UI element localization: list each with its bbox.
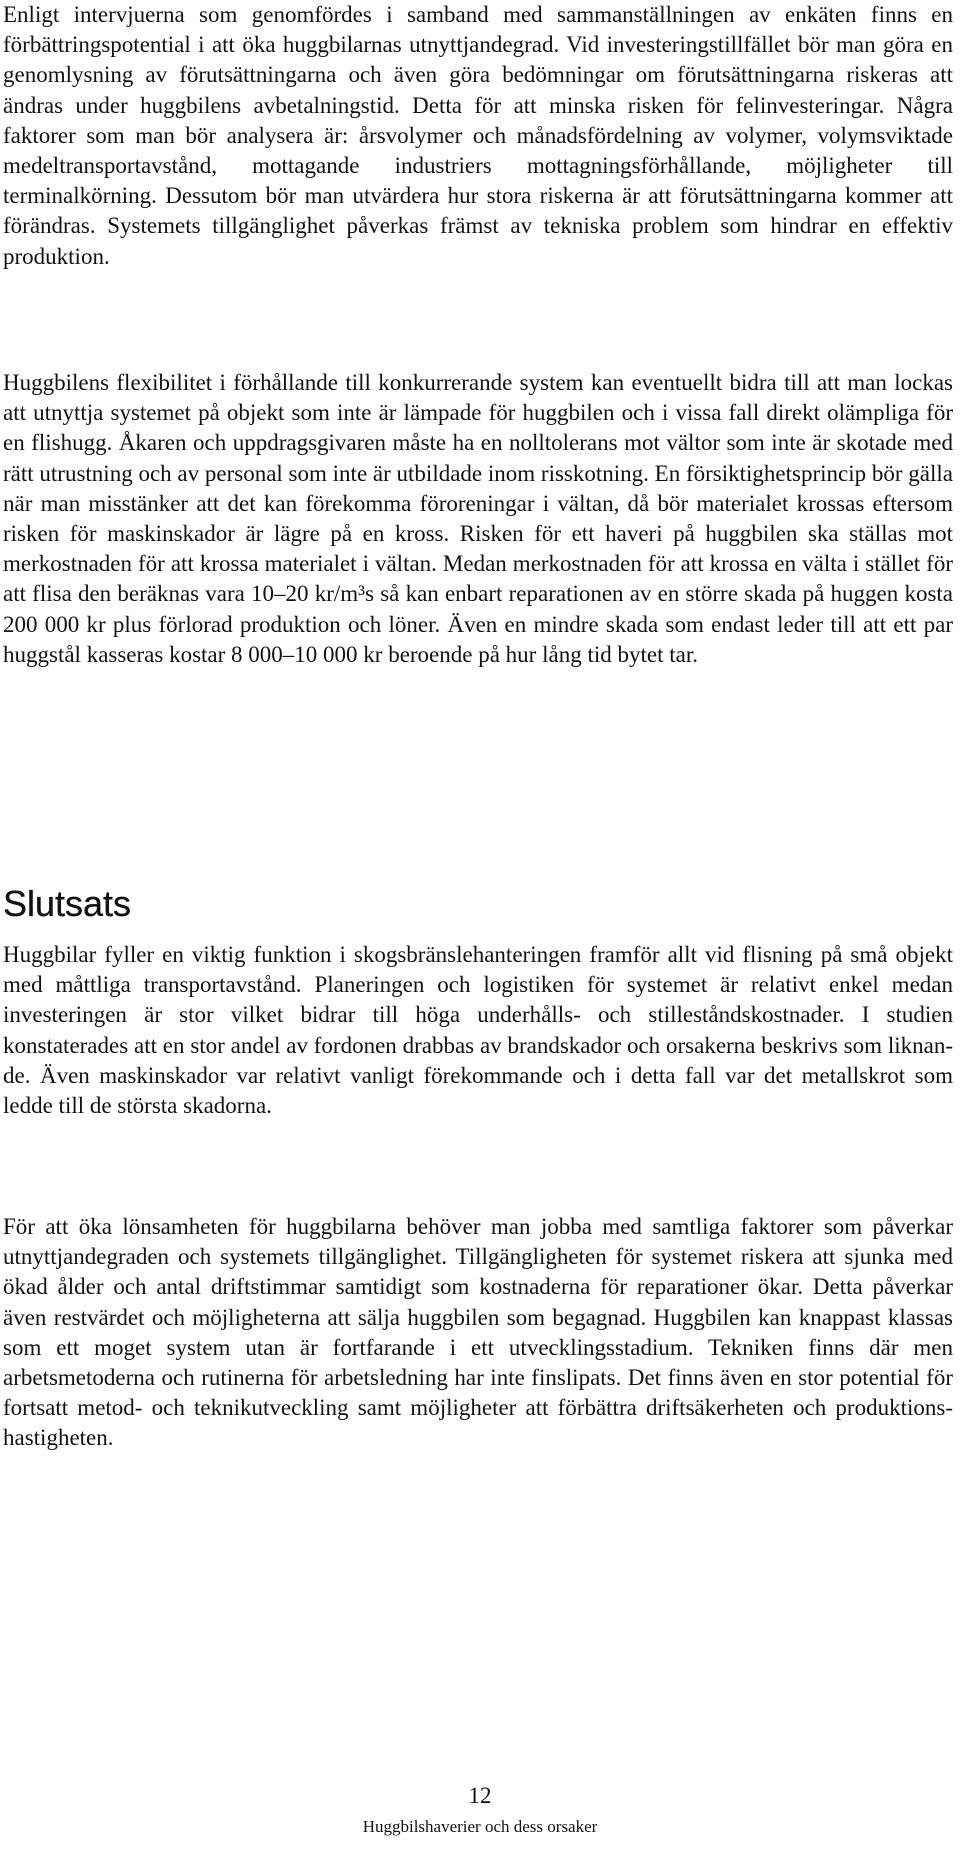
- section-heading: Slutsats: [3, 883, 132, 924]
- conclusion-paragraph: Huggbilar fyller en viktig funktion i skogsbränslehanteringen framför allt vid flisning på små objekt med måttliga transportavstånd. Planeringen och logistiken för systemet är relativt enkel medan investeringen är stor vilket bidrar till höga underhålls- och stilleståndskostnader. I studien konstaterades att en stor andel av fordonen drabbas av brandskador och orsakerna beskrivs som liknande. Även maskinskador var relativt vanligt förekommande och i detta fall var det metallskrot som ledde till de största skadorna.: [3, 942, 953, 1119]
- running-footer-title: Huggbilshaverier och dess orsaker: [362, 1817, 598, 1836]
- body-paragraph: Huggbilens flexibilitet i förhållande till konkurrerande system kan eventuellt bidra till att man lockas att utnyttja systemet på objekt som inte är lämpade för huggbilen och i vissa fall direkt olämpliga för en flishugg. Åkaren och uppdragsgivaren måste ha en nolltolerans mot vältor som inte är skotade med rätt utrustning och av personal som inte är utbildade inom risskotning. En försiktighetsprincip bör gälla när man misstänker att det kan förekomma föroreningar i vältan, då bör materialet krossas eftersom risken för maskinskador är lägre på en kross. Risken för ett haveri på huggbilen ska ställas mot merkostnaden för att krossa materialet i vältan. Medan merkostnaden för att krossa en välta i stället för att flisa den beräknas vara 10–20 kr/m³s så kan enbart reparationen av en större skada på huggen kosta 200 000 kr plus förlorad produktion och löner. Även en mindre skada som endast leder till att ett par huggstål kasseras kostar 8 000–10 000 kr beroende på hur lång tid bytet tar.: [3, 370, 953, 667]
- conclusion-paragraph: För att öka lönsamheten för huggbilarna behöver man jobba med samtliga faktorer som påverkar utnyttjandegraden och systemets tillgänglighet. Tillgängligheten för systemet riskera att sjunka med ökad ålder och antal driftstimmar samtidigt som kostnaderna för reparationer ökar. Detta påverkar även restvärdet och möjligheterna att sälja huggbilen som begagnad. Huggbilen kan knappast klassas som ett moget system utan är fortfarande i ett utvecklingsstadium. Tekniken finns där men arbetsmetoderna och rutinerna för arbetsledning har inte finslipats. Det finns även en stor potential för fortsatt metod- och teknikutveckling samt möjligheter att förbättra driftsäkerheten och produktionshastigheten.: [3, 1214, 953, 1451]
- page-number: 12: [468, 1783, 492, 1808]
- body-paragraph: Enligt intervjuerna som genomfördes i samband med sammanställningen av enkäten finns en förbättringspotential i att öka huggbilarnas utnyttjandegrad. Vid investeringstillfället bör man göra en genomlysning av förutsättningarna och även göra bedömningar om förutsättningarna riskeras att ändras under huggbilens avbetalningstid. Detta för att minska risken för felinvesteringar. Några faktorer som man bör analysera är: årsvolymer och månadsfördelning av volymer, volymsviktade medeltransportavstånd, mottagande industriers mottagningsförhållande, möjligheter till terminalkörning. Dessutom bör man utvärdera hur stora riskerna är att förutsättningarna kommer att förändras. Systemets tillgänglighet påverkas främst av tekniska problem som hindrar en effektiv produktion.: [3, 2, 953, 269]
